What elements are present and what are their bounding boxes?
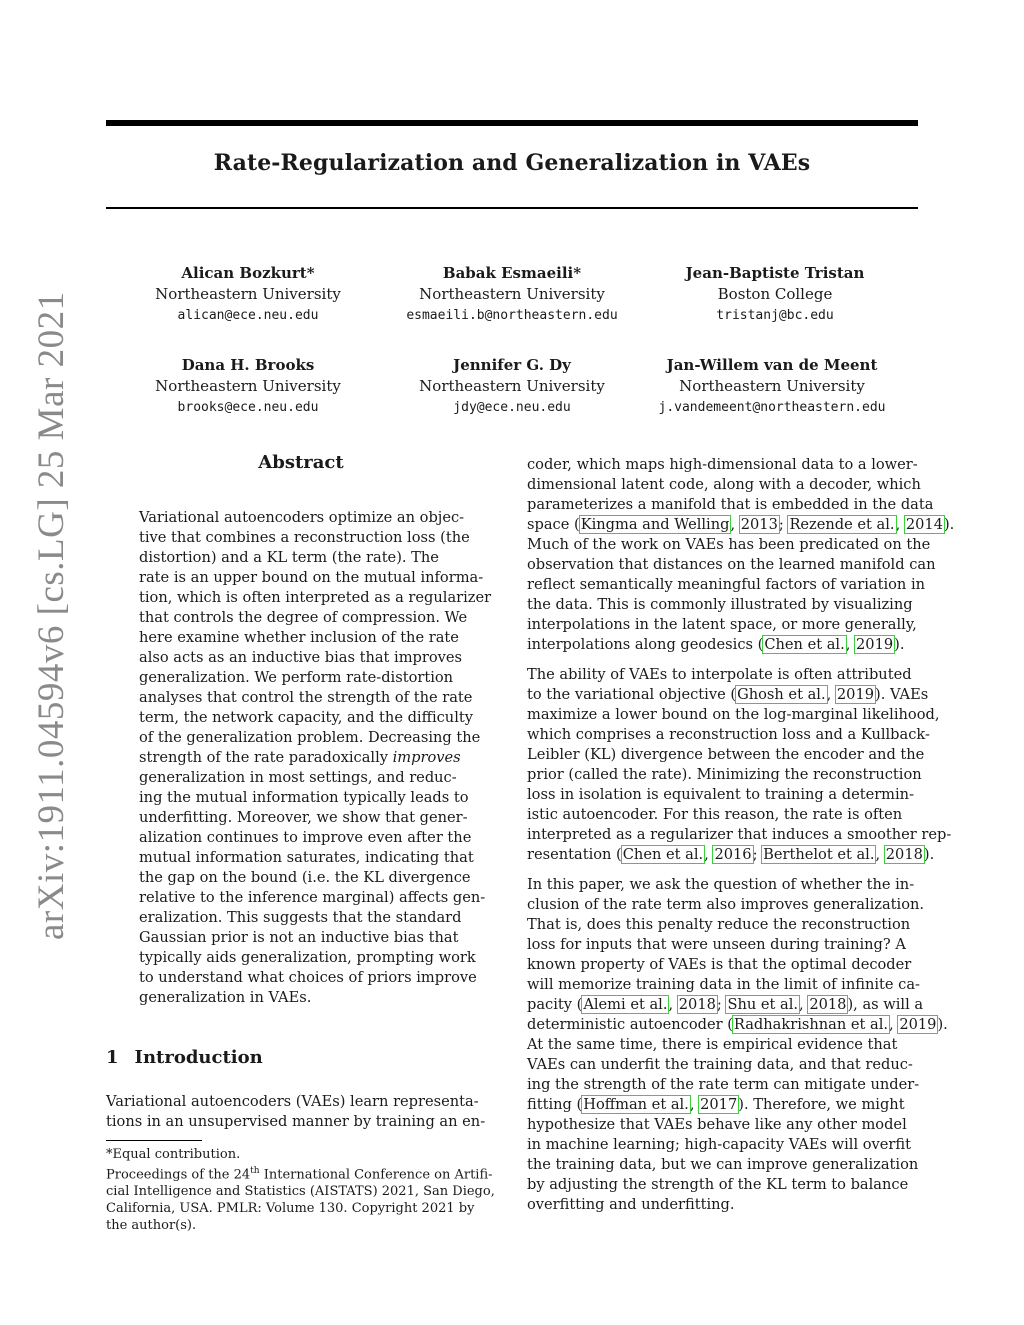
text: resentation ( — [527, 846, 622, 863]
text-line: the data. This is commonly illustrated by visualizing — [527, 596, 913, 613]
citation-year-link[interactable]: 2018 — [809, 996, 847, 1013]
abstract-line: Gaussian prior is not an inductive bias that — [139, 929, 459, 946]
text-line: overfitting and underfitting. — [527, 1196, 735, 1213]
author-affiliation: Northeastern University — [155, 285, 341, 303]
footnote-line — [106, 1163, 506, 1183]
citation-year-link[interactable]: 2019 — [836, 686, 875, 703]
citation-link[interactable]: Berthelot et al. — [763, 846, 875, 863]
section-title: Introduction — [134, 1047, 263, 1068]
text-line: will memorize training data in the limit of infinite ca- — [527, 976, 920, 993]
footnote-line: California, USA. PMLR: Volume 130. Copyright 2021 by — [106, 1201, 475, 1217]
author-affiliation: Northeastern University — [419, 377, 605, 395]
abstract-line: alization continues to improve even after the — [139, 829, 472, 846]
citation-link[interactable]: Radhakrishnan et al. — [733, 1016, 889, 1033]
text: space ( — [527, 516, 580, 533]
citation-year-link[interactable]: 2013 — [740, 516, 778, 533]
abstract-line — [139, 748, 465, 768]
footnote-line: the author(s). — [106, 1218, 197, 1234]
text-line: dimensional latent code, along with a decoder, which — [527, 476, 921, 493]
citation-year-link[interactable]: 2014 — [905, 516, 943, 533]
citation-link[interactable]: Hoffman et al. — [583, 1096, 689, 1113]
text-line: deterministic autoencoder (Radhakrishnan et al., 2019). — [527, 1016, 948, 1033]
text: ). — [894, 636, 905, 653]
abstract-body — [139, 508, 492, 1008]
text-line: the training data, but we can improve generalization — [527, 1156, 919, 1173]
citation-link[interactable]: Ghosh et al. — [737, 686, 826, 703]
footnote — [106, 1146, 506, 1234]
author-affiliation: Northeastern University — [419, 285, 605, 303]
text-line: interpolations in the latent space, or more generally, — [527, 616, 917, 633]
citation-link[interactable]: Shu et al. — [727, 996, 799, 1013]
abstract-line: mutual information saturates, indicating that — [139, 849, 474, 866]
text: ; — [778, 516, 789, 533]
abstract-line: here examine whether inclusion of the rate — [139, 629, 459, 646]
text-line: reflect semantically meaningful factors of variation in — [527, 576, 926, 593]
text-line: to the variational objective (Ghosh et al., 2019). VAEs — [527, 686, 929, 703]
abstract-line: term, the network capacity, and the difficulty — [139, 709, 473, 726]
author-email[interactable]: j.vandemeent@northeastern.edu — [658, 400, 886, 415]
abstract-line: tion, which is often interpreted as a regularizer — [139, 589, 492, 606]
author-email[interactable]: brooks@ece.neu.edu — [177, 400, 319, 415]
text: ), as will a — [847, 996, 924, 1013]
text-line: maximize a lower bound on the log-marginal likelihood, — [527, 706, 940, 723]
citation-year-link[interactable]: 2019 — [899, 1016, 937, 1033]
text-line: clusion of the rate term also improves generalization. — [527, 896, 925, 913]
abstract-line: typically aids generalization, prompting work — [139, 949, 476, 966]
text: ). Therefore, we might — [738, 1096, 905, 1113]
citation-link[interactable]: Chen et al. — [764, 636, 845, 653]
text-line: loss for inputs that were unseen during training? A — [527, 936, 906, 953]
author-name: Jean-Baptiste Tristan — [685, 264, 865, 282]
text-line: known property of VAEs is that the optimal decoder — [527, 956, 912, 973]
author-name: Jan-Willem van de Meent — [666, 356, 878, 374]
text-line: The ability of VAEs to interpolate is often attributed — [527, 666, 912, 683]
text-line: loss in isolation is equivalent to training a determin- — [527, 786, 915, 803]
text: fitting ( — [527, 1096, 583, 1113]
text-line: VAEs can underfit the training data, and that reduc- — [527, 1056, 913, 1073]
citation-link[interactable]: Alemi et al. — [583, 996, 668, 1013]
author-name: Alican Bozkurt* — [181, 264, 315, 282]
text-line: istic autoencoder. For this reason, the rate is often — [527, 806, 903, 823]
abstract-line: that controls the degree of compression. We — [139, 609, 468, 626]
text-line: prior (called the rate). Minimizing the reconstruction — [527, 766, 922, 783]
author-email[interactable]: jdy@ece.neu.edu — [453, 400, 571, 415]
author-block — [615, 263, 935, 326]
arxiv-stamp: arXiv:1911.04594v6 [cs.LG] 25 Mar 2021 — [31, 291, 72, 940]
text: pacity ( — [527, 996, 583, 1013]
intro-paragraph — [106, 1092, 502, 1132]
section-number: 1 — [106, 1047, 119, 1068]
author-name: Dana H. Brooks — [181, 356, 315, 374]
text: ). — [937, 1016, 948, 1033]
abstract-line: the gap on the bound (i.e. the KL divergence — [139, 869, 471, 886]
citation-link[interactable]: Rezende et al. — [789, 516, 895, 533]
right-paragraph-2 — [527, 665, 952, 865]
text-line: in machine learning; high-capacity VAEs will overfit — [527, 1136, 911, 1153]
text-line: coder, which maps high-dimensional data to a lower- — [527, 456, 918, 473]
author-email[interactable]: alican@ece.neu.edu — [177, 308, 319, 323]
citation-year-link[interactable]: 2018 — [885, 846, 923, 863]
abstract-emphasis: improves — [392, 749, 461, 766]
text-line: space (Kingma and Welling, 2013; Rezende et al., 2014). — [527, 516, 955, 533]
text-line: ing the strength of the rate term can mitigate under- — [527, 1076, 920, 1093]
citation-year-link[interactable]: 2016 — [714, 846, 752, 863]
text: interpolations along geodesics ( — [527, 636, 764, 653]
abstract-text: strength of the rate paradoxically — [139, 749, 393, 766]
citation-link[interactable]: Kingma and Welling — [580, 516, 730, 533]
text-line: which comprises a reconstruction loss and a Kullback- — [527, 726, 930, 743]
abstract-line: generalization in VAEs. — [139, 989, 312, 1006]
right-paragraph-1 — [527, 455, 955, 655]
abstract-line: ing the mutual information typically leads to — [139, 789, 469, 806]
text-line: observation that distances on the learned manifold can — [527, 556, 936, 573]
abstract-line: tive that combines a reconstruction loss (the — [139, 529, 470, 546]
title-bottom-rule — [106, 207, 918, 209]
abstract-line: also acts as an inductive bias that improves — [139, 649, 463, 666]
text: ). VAEs — [875, 686, 929, 703]
footnote-line: cial Intelligence and Statistics (AISTATS) 2021, San Diego, — [106, 1184, 495, 1200]
text-line: resentation (Chen et al., 2016; Berthelot et al., 2018). — [527, 846, 935, 863]
text-line: At the same time, there is empirical evidence that — [527, 1036, 898, 1053]
text-line: interpreted as a regularizer that induces a smoother rep- — [527, 826, 952, 843]
text: ). — [923, 846, 935, 863]
footnote-equal: *Equal contribution. — [106, 1147, 241, 1162]
author-block — [612, 355, 932, 418]
abstract-line: of the generalization problem. Decreasing the — [139, 729, 481, 746]
footnote-text: Proceedings of the 24 — [106, 1167, 251, 1183]
abstract-line: analyses that control the strength of the rate — [139, 689, 473, 706]
intro-line: Variational autoencoders (VAEs) learn representa- — [106, 1093, 479, 1110]
text: ). — [943, 516, 955, 533]
footnote-rule — [106, 1140, 202, 1141]
author-affiliation: Northeastern University — [679, 377, 865, 395]
citation-year-link[interactable]: 2019 — [856, 636, 894, 653]
text-line: by adjusting the strength of the KL term to balance — [527, 1176, 909, 1193]
author-affiliation: Boston College — [717, 285, 833, 303]
section-heading-introduction — [106, 1047, 263, 1068]
author-email[interactable]: esmaeili.b@northeastern.edu — [406, 308, 618, 323]
author-name: Babak Esmaeili* — [442, 264, 582, 282]
author-name: Jennifer G. Dy — [453, 356, 571, 374]
citation-link[interactable]: Chen et al. — [622, 846, 704, 863]
abstract-line: Variational autoencoders optimize an objec- — [139, 509, 465, 526]
text: deterministic autoencoder ( — [527, 1016, 733, 1033]
citation-year-link[interactable]: 2018 — [678, 996, 716, 1013]
footnote-sup: th — [250, 1166, 260, 1176]
abstract-line: to understand what choices of priors improve — [139, 969, 477, 986]
right-paragraph-3 — [527, 875, 948, 1215]
text-line: Leibler (KL) divergence between the encoder and the — [527, 746, 925, 763]
abstract-line: rate is an upper bound on the mutual informa- — [139, 569, 484, 586]
text: to the variational objective ( — [527, 686, 737, 703]
abstract-line: generalization in most settings, and reduc- — [139, 769, 457, 786]
author-email[interactable]: tristanj@bc.edu — [716, 308, 834, 323]
footnote-text: International Conference on Artifi- — [259, 1167, 493, 1183]
text-line: Much of the work on VAEs has been predicated on the — [527, 536, 931, 553]
abstract-heading: Abstract — [258, 452, 344, 473]
citation-year-link[interactable]: 2017 — [700, 1096, 738, 1113]
title-top-rule — [106, 120, 918, 126]
abstract-line: eralization. This suggests that the standard — [139, 909, 462, 926]
abstract-line: underfitting. Moreover, we show that gener- — [139, 809, 468, 826]
paper-title: Rate-Regularization and Generalization in VAEs — [213, 150, 811, 176]
author-affiliation: Northeastern University — [155, 377, 341, 395]
text-line: interpolations along geodesics (Chen et al., 2019). — [527, 636, 905, 653]
text-line: In this paper, we ask the question of whether the in- — [527, 876, 915, 893]
text-line: That is, does this penalty reduce the reconstruction — [527, 916, 911, 933]
text-line: pacity (Alemi et al., 2018; Shu et al., 2018), as will a — [527, 996, 924, 1013]
abstract-line: relative to the inference marginal) affects gen- — [139, 889, 486, 906]
text-line: parameterizes a manifold that is embedded in the data — [527, 496, 934, 513]
text-line: hypothesize that VAEs behave like any other model — [527, 1116, 907, 1133]
abstract-line: distortion) and a KL term (the rate). The — [139, 549, 439, 566]
text-line: fitting (Hoffman et al., 2017). Therefore, we might — [527, 1096, 905, 1113]
abstract-line: generalization. We perform rate-distortion — [139, 669, 454, 686]
intro-line: tions in an unsupervised manner by training an en- — [106, 1113, 486, 1130]
